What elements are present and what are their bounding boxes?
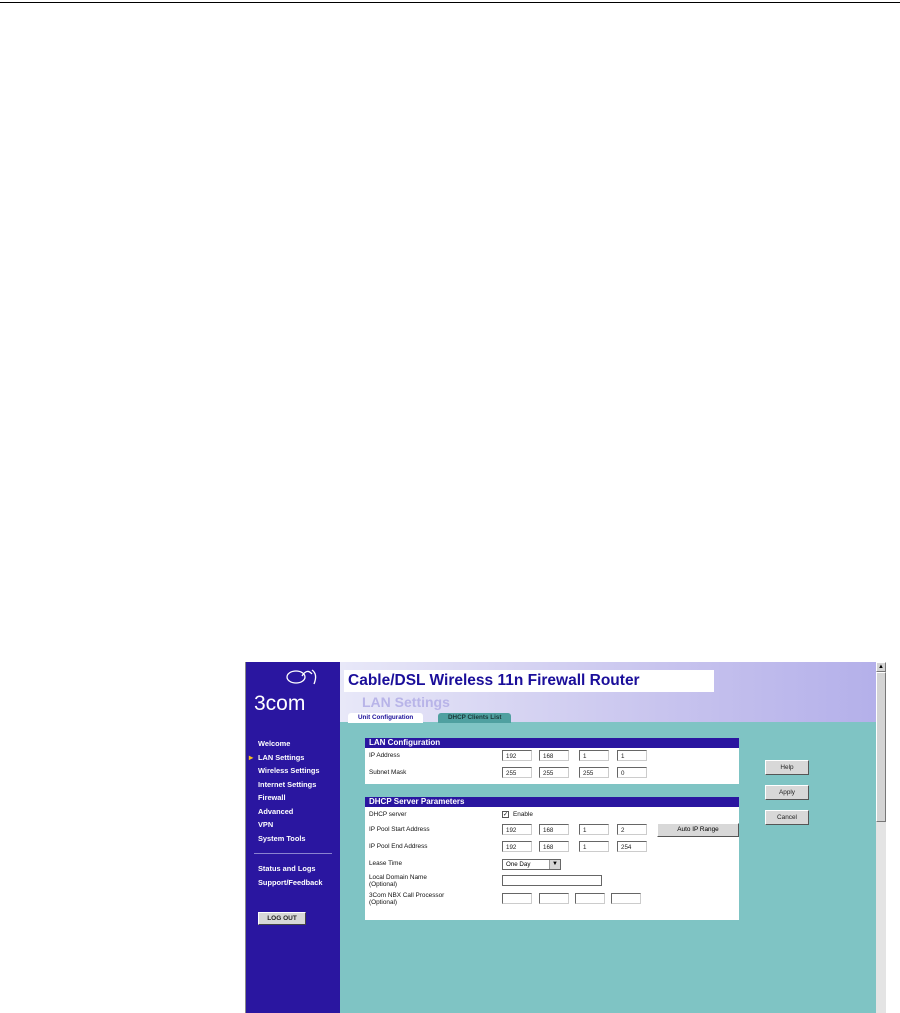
- title-box: [344, 670, 714, 692]
- pool-end-octet-4[interactable]: 254: [617, 841, 647, 852]
- lan-configuration-panel: [365, 738, 739, 784]
- dhcp-server-row: [365, 807, 739, 822]
- sidebar-item-support-feedback[interactable]: Support/Feedback: [258, 877, 323, 887]
- call-processor-label: [369, 892, 444, 906]
- ip-address-octet-1[interactable]: 192: [502, 750, 532, 761]
- call-processor-octet-3[interactable]: [575, 893, 605, 904]
- apply-button[interactable]: Apply: [765, 785, 809, 800]
- call-processor-row: [365, 891, 739, 909]
- domain-name-label-line2: (Optional): [369, 881, 398, 888]
- tab-dhcp-clients-list[interactable]: DHCP Clients List: [438, 713, 511, 723]
- subnet-mask-octet-4[interactable]: 0: [617, 767, 647, 778]
- brand-name: 3com: [254, 692, 306, 715]
- pool-end-octet-3[interactable]: 1: [579, 841, 609, 852]
- sidebar-item-system-tools[interactable]: System Tools: [258, 833, 306, 843]
- pool-start-row: [365, 822, 739, 839]
- sidebar: [246, 662, 340, 1013]
- pool-start-octet-1[interactable]: 192: [502, 824, 532, 835]
- pool-end-octet-1[interactable]: 192: [502, 841, 532, 852]
- sidebar-item-lan-settings[interactable]: ▸ LAN Settings: [246, 751, 340, 765]
- subnet-mask-label: Subnet Mask: [369, 769, 407, 776]
- lease-time-label: Lease Time: [369, 860, 403, 867]
- logout-button[interactable]: LOG OUT: [258, 912, 306, 925]
- lease-time-value: One Day: [506, 861, 531, 868]
- scroll-up-icon[interactable]: ▲: [876, 662, 886, 672]
- ip-address-octet-2[interactable]: 168: [539, 750, 569, 761]
- help-button[interactable]: Help: [765, 760, 809, 775]
- ip-address-label: IP Address: [369, 752, 400, 759]
- sidebar-item-status-and-logs[interactable]: Status and Logs: [258, 864, 316, 873]
- cancel-button[interactable]: Cancel: [765, 810, 809, 825]
- pool-end-label: IP Pool End Address: [369, 843, 428, 850]
- dhcp-server-panel: [365, 797, 739, 920]
- call-processor-label-line1: 3Com NBX Call Processor: [369, 892, 445, 899]
- sidebar-nav: [246, 737, 340, 889]
- pool-start-label: IP Pool Start Address: [369, 826, 430, 833]
- sidebar-item-firewall[interactable]: Firewall: [258, 793, 286, 802]
- subnet-mask-octet-2[interactable]: 255: [539, 767, 569, 778]
- dhcp-enable-label: Enable: [513, 811, 533, 818]
- logo: [246, 662, 340, 722]
- ip-address-octet-3[interactable]: 1: [579, 750, 609, 761]
- sidebar-item-vpn[interactable]: VPN: [258, 820, 274, 829]
- pool-start-octet-4[interactable]: 2: [617, 824, 647, 835]
- call-processor-octet-4[interactable]: [611, 893, 641, 904]
- auto-ip-range-button[interactable]: Auto IP Range: [657, 823, 739, 837]
- app-title: Cable/DSL Wireless 11n Firewall Router: [348, 672, 640, 689]
- dhcp-server-label: DHCP server: [369, 811, 407, 818]
- page-title: LAN Settings: [362, 694, 450, 710]
- chevron-down-icon[interactable]: ▼: [549, 860, 560, 869]
- domain-name-row: [365, 873, 739, 891]
- domain-name-label-line1: Local Domain Name: [369, 874, 427, 881]
- lan-configuration-heading: LAN Configuration: [365, 738, 739, 748]
- domain-name-input[interactable]: [502, 875, 602, 886]
- dhcp-server-heading: DHCP Server Parameters: [365, 797, 739, 807]
- sidebar-item-wireless-settings[interactable]: Wireless Settings: [258, 766, 320, 775]
- subnet-mask-row: [365, 765, 739, 782]
- 3com-logo-icon: [246, 664, 340, 694]
- ip-address-row: [365, 748, 739, 765]
- pool-start-octet-3[interactable]: 1: [579, 824, 609, 835]
- tab-unit-configuration[interactable]: Unit Configuration: [348, 713, 423, 723]
- pool-end-octet-2[interactable]: 168: [539, 841, 569, 852]
- dhcp-enable-checkbox[interactable]: ✓: [503, 812, 509, 818]
- sidebar-item-internet-settings[interactable]: Internet Settings: [258, 779, 317, 789]
- call-processor-octet-1[interactable]: [502, 893, 532, 904]
- header: [340, 662, 876, 722]
- domain-name-label: [369, 874, 427, 888]
- vertical-scrollbar[interactable]: [876, 662, 886, 1013]
- subnet-mask-octet-3[interactable]: 255: [579, 767, 609, 778]
- sidebar-divider: [254, 853, 332, 854]
- call-processor-octet-2[interactable]: [539, 893, 569, 904]
- page-top-rule: [0, 2, 900, 3]
- ip-address-octet-4[interactable]: 1: [617, 750, 647, 761]
- pool-end-row: [365, 839, 739, 856]
- lease-time-select[interactable]: [502, 859, 561, 870]
- call-processor-label-line2: (Optional): [369, 899, 398, 906]
- sidebar-item-advanced[interactable]: Advanced: [258, 806, 294, 816]
- sidebar-item-welcome[interactable]: Welcome: [258, 739, 291, 748]
- subnet-mask-octet-1[interactable]: 255: [502, 767, 532, 778]
- router-admin-screenshot: [245, 662, 886, 1013]
- pool-start-octet-2[interactable]: 168: [539, 824, 569, 835]
- lease-time-row: [365, 856, 739, 873]
- scroll-thumb[interactable]: [876, 672, 886, 822]
